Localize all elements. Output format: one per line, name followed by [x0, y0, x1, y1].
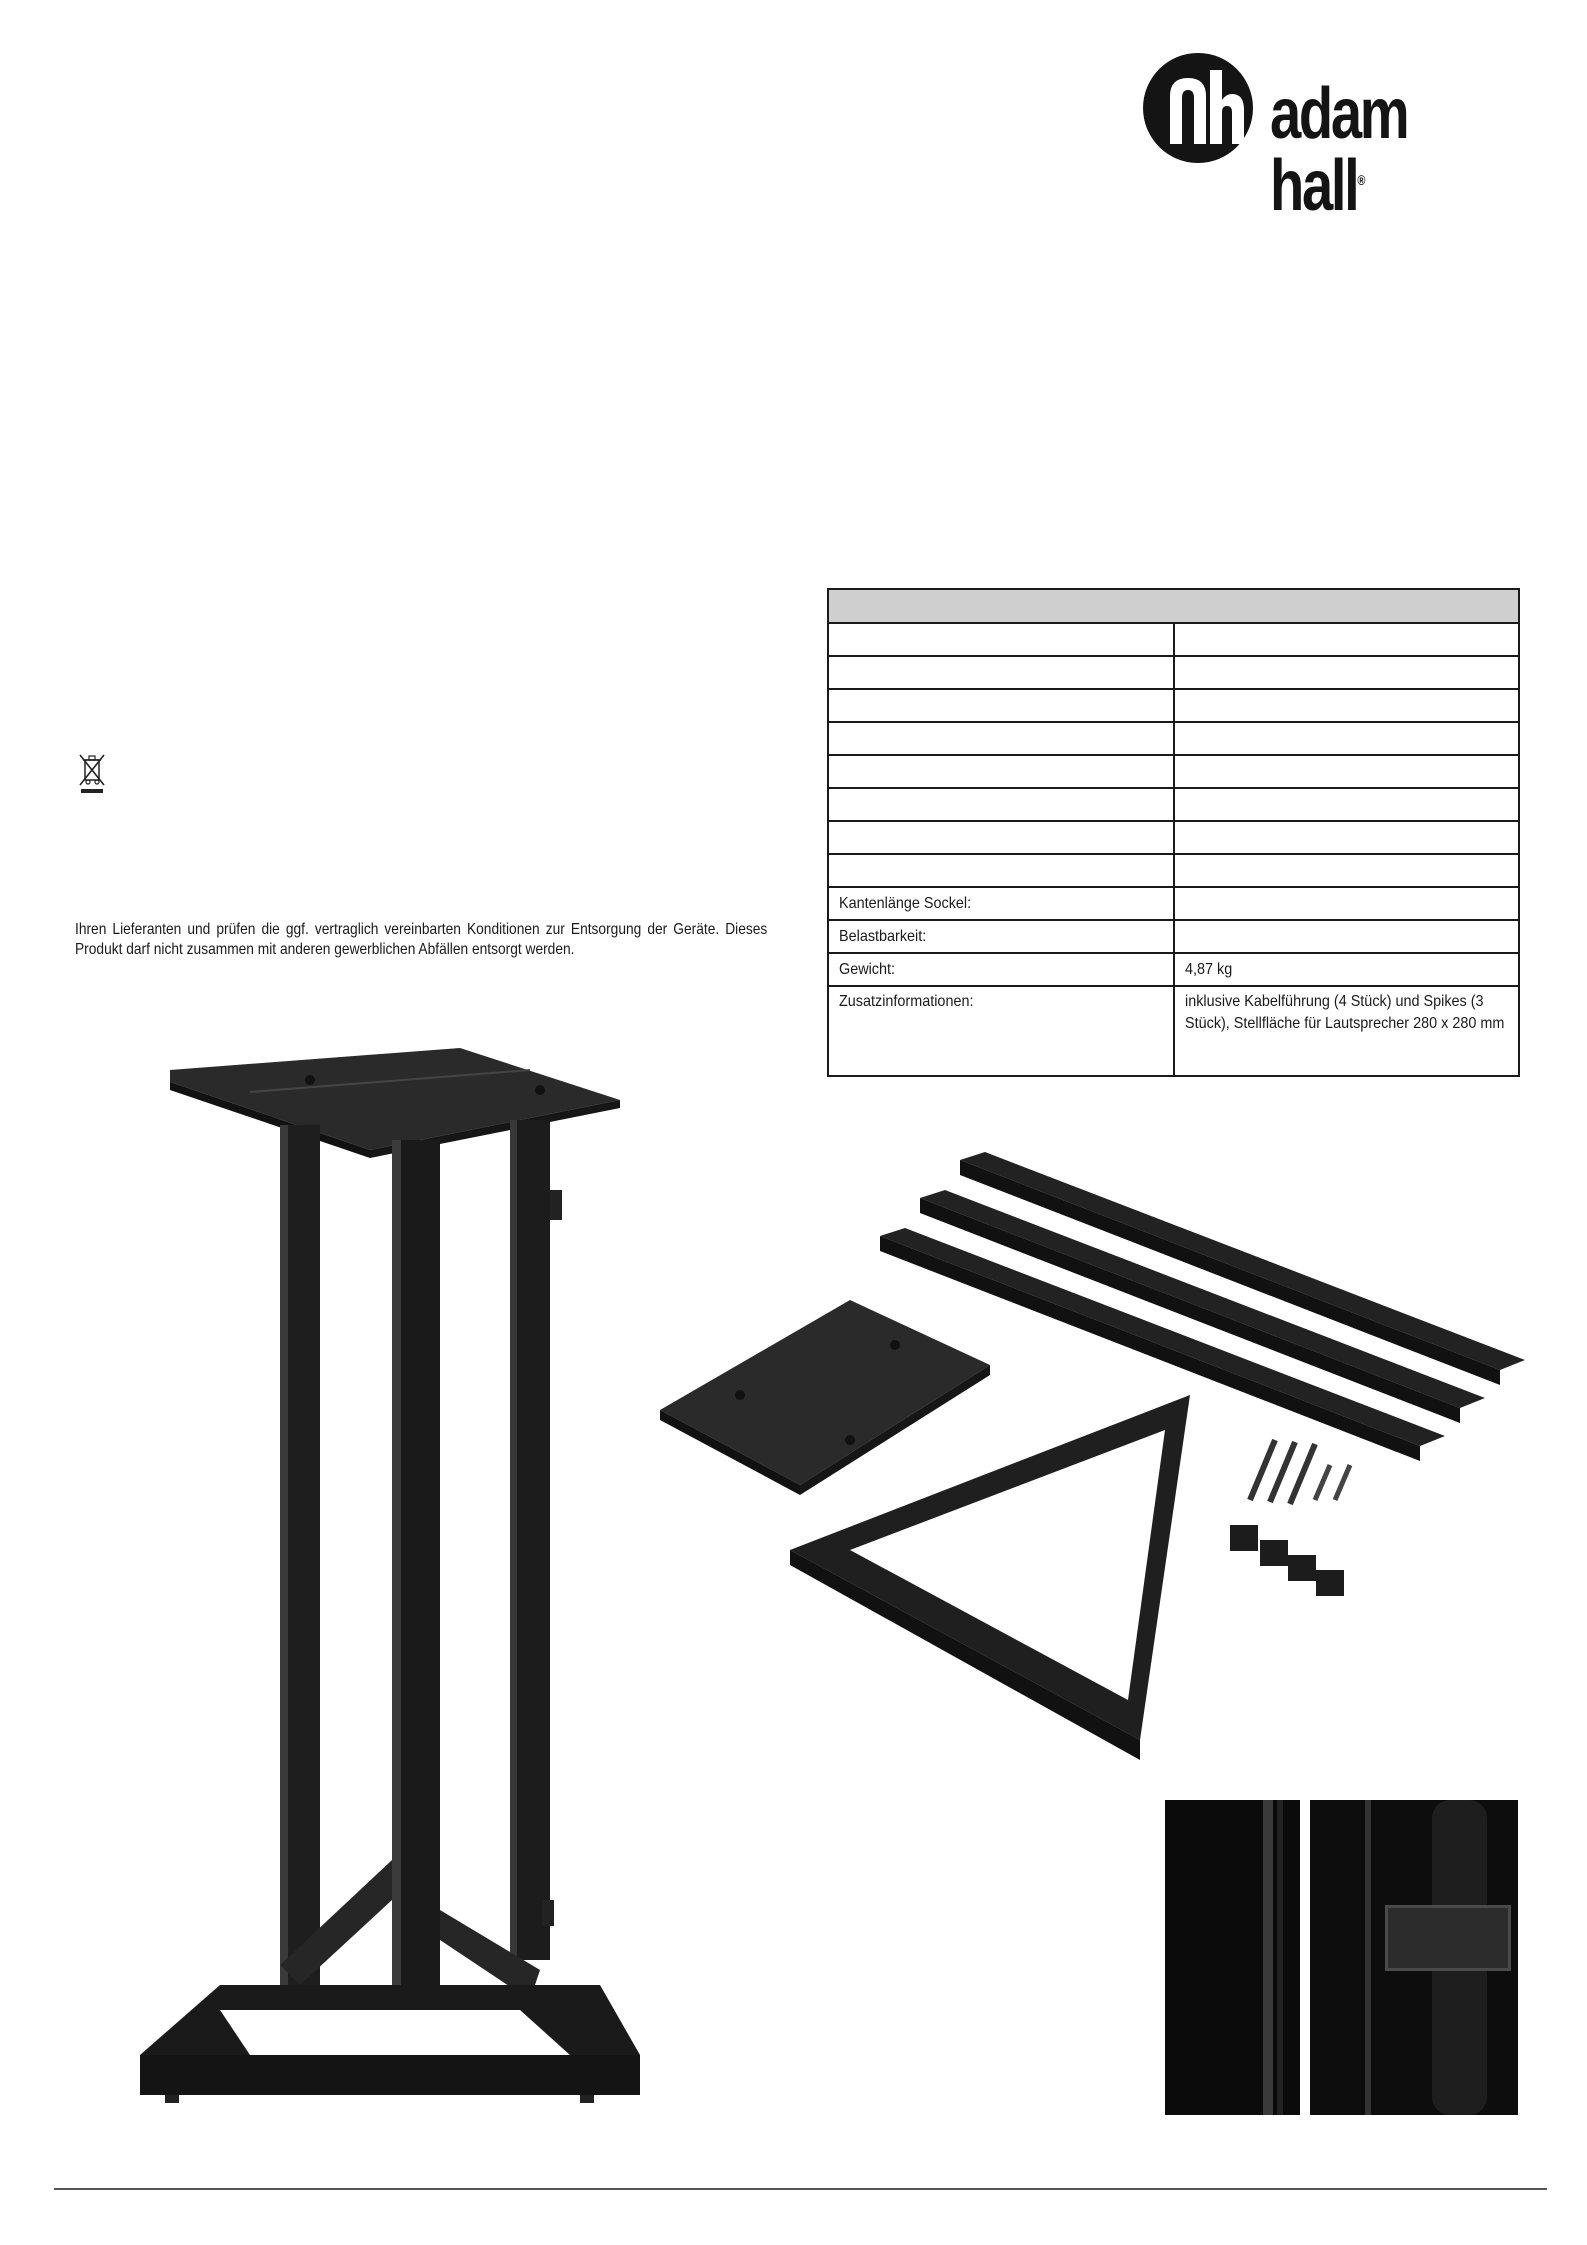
disposal-text: Ihren Lieferanten und prüfen die ggf. vertraglich vereinbarten Konditionen zur Entsorgung der Geräte. Dieses Produkt darf nicht zusammen mit anderen gewerblichen Abfällen entsorgt werden.	[75, 921, 768, 958]
weee-crossed-bin-icon	[77, 752, 107, 794]
table-row	[828, 656, 1519, 689]
column-part	[960, 1152, 1525, 1385]
spec-value: inklusive Kabelführung (4 Stück) und Spikes (3 Stück), Stellfläche für Lautsprecher 280 x 280 mm	[1184, 993, 1504, 1032]
table-row	[828, 722, 1519, 755]
cable-clip-detail-image	[1310, 1800, 1518, 2115]
adam-hall-emblem-icon	[1140, 48, 1260, 168]
footer-divider	[54, 2188, 1547, 2190]
table-row	[828, 755, 1519, 788]
table-row	[828, 920, 1519, 953]
cable-clips-part	[1230, 1525, 1344, 1596]
brand-name	[1270, 74, 1465, 226]
specifications-table	[827, 588, 1520, 1077]
table-row	[828, 986, 1519, 1076]
spec-label: Kantenlänge Sockel:	[839, 895, 972, 912]
table-row	[828, 689, 1519, 722]
table-row	[828, 821, 1519, 854]
speaker-stand-parts-image	[640, 1140, 1540, 1760]
spec-label: Zusatzinformationen:	[839, 993, 974, 1010]
column-part	[920, 1190, 1485, 1423]
table-header-row	[828, 589, 1519, 623]
spec-value: 4,87 kg	[1184, 961, 1232, 978]
brand-name-text: adam hall	[1270, 74, 1408, 226]
speaker-stand-assembled-image	[130, 1040, 650, 2130]
spec-label: Belastbarkeit:	[839, 928, 927, 945]
table-row	[828, 854, 1519, 887]
stand-profile-detail-image	[1165, 1800, 1300, 2115]
table-row	[828, 623, 1519, 656]
table-row	[828, 788, 1519, 821]
table-header	[828, 589, 1519, 623]
table-row	[828, 953, 1519, 986]
brand-logo	[1140, 48, 1520, 226]
spec-label: Gewicht:	[839, 961, 896, 978]
registered-mark: ®	[1357, 172, 1366, 188]
table-row	[828, 887, 1519, 920]
spikes-part	[1250, 1440, 1350, 1504]
